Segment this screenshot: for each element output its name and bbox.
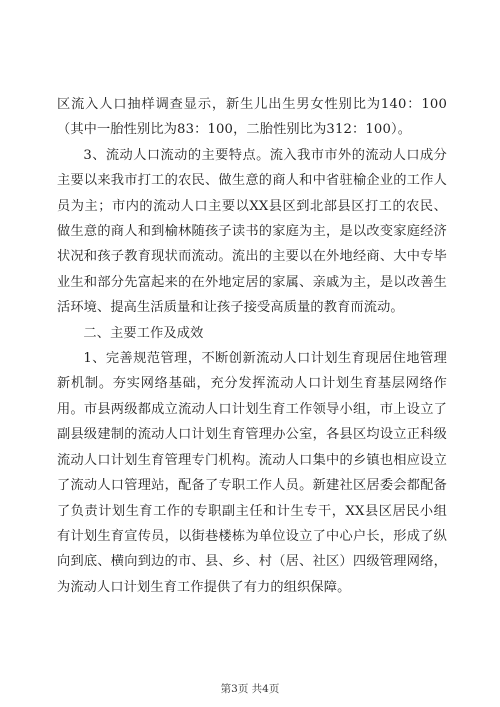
paragraph-gender-ratio: 区流入人口抽样调查显示，新生儿出生男女性别比为140：100（其中一胎性别比为83：100，二胎性别比为312：100）。 bbox=[57, 97, 447, 138]
document-body bbox=[57, 92, 447, 600]
paragraph-management-network: 1、完善规范管理，不断创新流动人口计划生育现居住地管理新机制。夯实网络基础，充分发挥流动人口计划生育基层网络作用。市县两级都成立流动人口计划生育工作领导小组，市上设立了副县级建制的流动人口计划生育管理办公室，各县区均设立正科级流动人口计划生育管理专门机构。流动人口集中的乡镇也相应设立了流动人口管理站，配备了专职工作人员。新建社区居委会都配备了负责计划生育工作的专职副主任和计生专干，XX县区居民小组有计划生育宣传员，以街巷楼栋为单位设立了中心户长，形成了纵向到底、横向到边的市、县、乡、村（居、社区）四级管理网络，为流动人口计划生育工作提供了有力的组织保障。 bbox=[57, 351, 447, 595]
page-footer: 第3页 共4页 bbox=[220, 683, 280, 695]
section-heading-main-work: 二、主要工作及成效 bbox=[83, 325, 204, 341]
paragraph-mobility-features: 3、流动人口流动的主要特点。流入我市市外的流动人口成分主要以来我市打工的农民、做生意的商人和中省驻榆企业的工作人员为主；市内的流动人口主要以XX县区到北部县区打工的农民、做生意的商人和到榆林随孩子读书的家庭为主，是以改变家庭经济状况和孩子教育现状而流动。流出的主要以在外地经商、大中专毕业生和部分先富起来的在外地定居的家属、亲戚为主，是以改善生活环境、提高生活质量和让孩子接受高质量的教育而流动。 bbox=[57, 147, 447, 316]
